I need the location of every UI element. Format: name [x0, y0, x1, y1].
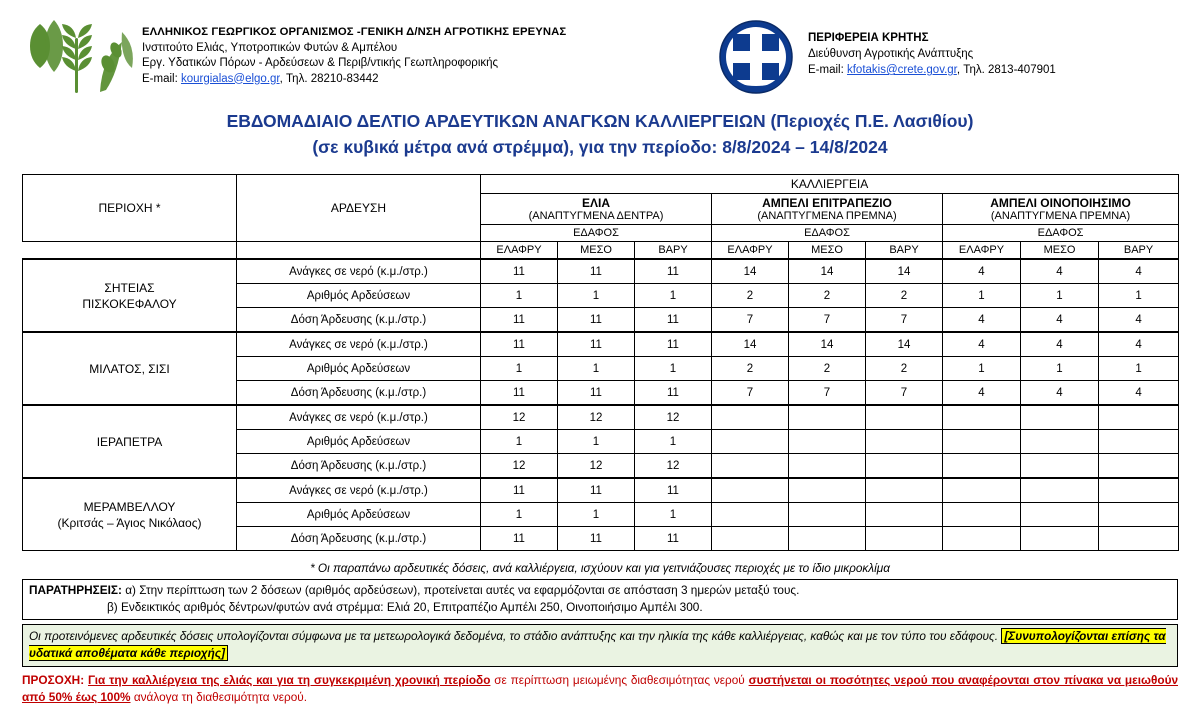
value-cell: 11	[558, 527, 635, 551]
value-cell: 4	[1099, 308, 1179, 333]
value-cell: 4	[943, 259, 1021, 284]
value-cell: 2	[866, 284, 943, 308]
warning-part3: συστήνεται οι ποσότητες νερού που αναφέρονται στον πίνακα να μειωθούν από 50% έως 100%	[22, 673, 1179, 704]
table-row	[23, 332, 1179, 357]
title-line-1: ΕΒΔΟΜΑΔΙΑΙΟ ΔΕΛΤΙΟ ΑΡΔΕΥΤΙΚΩΝ ΑΝΑΓΚΩΝ ΚΑΛΛΙΕΡΓΕΙΩΝ (Περιοχές Π.Ε. Λασιθίου)	[226, 111, 974, 131]
value-cell: 1	[558, 430, 635, 454]
region-org-line2: Διεύθυνση Αγροτικής Ανάπτυξης	[808, 48, 974, 60]
region-phone: , Τηλ. 2813-407901	[956, 64, 1056, 76]
value-cell: 4	[1021, 308, 1099, 333]
value-cell: 12	[481, 454, 558, 479]
value-cell-empty	[943, 405, 1021, 430]
crop-wine-grape-name: ΑΜΠΕΛΙ ΟΙΝΟΠΟΙΗΣΙΜΟ	[990, 196, 1131, 210]
value-cell-empty	[789, 454, 866, 479]
value-cell-empty	[943, 527, 1021, 551]
value-cell: 2	[712, 284, 789, 308]
value-cell: 4	[1021, 381, 1099, 406]
region-cell	[23, 259, 237, 332]
value-cell-empty	[1099, 430, 1179, 454]
warning-part1: Για την καλλιέργεια της ελιάς και για τη συγκεκριμένη χρονική περίοδο	[88, 673, 491, 687]
region-cell: ΜΙΛΑΤΟΣ, ΣΙΣΙ	[23, 332, 237, 405]
measure-label-cell: Αριθμός Αρδεύσεων	[237, 284, 481, 308]
value-cell: 11	[558, 332, 635, 357]
th-crops-group: ΚΑΛΛΙΕΡΓΕΙΑ	[481, 175, 1179, 194]
value-cell: 4	[1099, 332, 1179, 357]
value-cell: 2	[789, 357, 866, 381]
measure-label-cell: Ανάγκες σε νερό (κ.μ./στρ.)	[237, 478, 481, 503]
value-cell: 1	[481, 503, 558, 527]
th-soiltype-tgrape-heavy: ΒΑΡΥ	[866, 242, 943, 260]
crop-table-grape-sub: (ΑΝΑΠΤΥΓΜΕΝΑ ΠΡΕΜΝΑ)	[757, 210, 897, 222]
th-soiltype-tgrape-medium: ΜΕΣΟ	[789, 242, 866, 260]
value-cell-empty	[866, 503, 943, 527]
value-cell: 11	[558, 259, 635, 284]
value-cell: 14	[712, 259, 789, 284]
region-cell	[23, 478, 237, 551]
value-cell-empty	[712, 527, 789, 551]
value-cell: 1	[635, 430, 712, 454]
th-soil-wine-grape: ΕΔΑΦΟΣ	[943, 225, 1179, 242]
value-cell-empty	[1021, 478, 1099, 503]
value-cell: 14	[866, 259, 943, 284]
region-org-line1: ΠΕΡΙΦΕΡΕΙΑ ΚΡΗΤΗΣ	[808, 32, 929, 44]
observation-a-text: α) Στην περίπτωση των 2 δόσεων (αριθμός αρδεύσεων), προτείνεται αυτές να εφαρμόζονται σε απόσταση 3 ημερών μεταξύ τους.	[125, 583, 800, 597]
value-cell: 11	[481, 478, 558, 503]
value-cell: 4	[1021, 259, 1099, 284]
th-soiltype-olive-heavy: ΒΑΡΥ	[635, 242, 712, 260]
measure-label-cell: Αριθμός Αρδεύσεων	[237, 503, 481, 527]
value-cell: 4	[1021, 332, 1099, 357]
measure-label-cell: Αριθμός Αρδεύσεων	[237, 430, 481, 454]
value-cell-empty	[943, 503, 1021, 527]
elgo-org-line1: ΕΛΛΗΝΙΚΟΣ ΓΕΩΡΓΙΚΟΣ ΟΡΓΑΝΙΣΜΟΣ -ΓΕΝΙΚΗ Δ/ΝΣΗ ΑΓΡΟΤΙΚΗΣ ΕΡΕΥΝΑΣ	[142, 26, 567, 38]
title-line-2: (σε κυβικά μέτρα ανά στρέμμα), για την περίοδο: 8/8/2024 – 14/8/2024	[312, 137, 888, 157]
value-cell-empty	[1099, 527, 1179, 551]
value-cell: 11	[635, 381, 712, 406]
value-cell: 14	[789, 332, 866, 357]
value-cell-empty	[789, 503, 866, 527]
region-contact-line	[808, 62, 1170, 78]
document-title	[0, 108, 1200, 160]
th-soiltype-olive-light: ΕΛΑΦΡΥ	[481, 242, 558, 260]
region-line-2: ΠΙΣΚΟΚΕΦΑΛΟΥ	[82, 296, 177, 311]
warning-label: ΠΡΟΣΟΧΗ:	[22, 673, 85, 687]
value-cell: 14	[866, 332, 943, 357]
elgo-phone: , Τηλ. 28210-83442	[279, 72, 379, 85]
value-cell: 1	[558, 284, 635, 308]
right-organization-block	[800, 18, 1170, 78]
value-cell: 4	[943, 308, 1021, 333]
green-note-text: Οι προτεινόμενες αρδευτικές δόσεις υπολογίζονται σύμφωνα με τα μετεωρολογικά δεδομένα, το στάδιο ανάπτυξης και την ηλικία της κάθε καλλιέργειας, καθώς και με τον τύπο του εδάφους.	[29, 629, 999, 643]
th-soil-olive: ΕΔΑΦΟΣ	[481, 225, 712, 242]
value-cell: 12	[558, 454, 635, 479]
th-soil-table-grape: ΕΔΑΦΟΣ	[712, 225, 943, 242]
value-cell-empty	[789, 405, 866, 430]
th-soiltype-wgrape-heavy: ΒΑΡΥ	[1099, 242, 1179, 260]
value-cell: 7	[712, 308, 789, 333]
elgo-email-label: E-mail:	[142, 72, 181, 85]
value-cell: 11	[558, 478, 635, 503]
value-cell: 1	[481, 284, 558, 308]
value-cell: 7	[789, 381, 866, 406]
value-cell-empty	[712, 405, 789, 430]
warning-part4: ανάλογα τη διαθεσιμότητα νερού.	[133, 690, 308, 704]
value-cell-empty	[712, 454, 789, 479]
value-cell: 14	[712, 332, 789, 357]
measure-label-cell: Δόση Άρδευσης (κ.μ./στρ.)	[237, 454, 481, 479]
th-spacer-irrigation	[237, 242, 481, 260]
green-note-highlight: [Συνυπολογίζονται επίσης τα υδατικά αποθέματα κάθε περιοχής]	[29, 629, 1166, 660]
value-cell: 1	[1099, 357, 1179, 381]
observation-line-a	[29, 582, 1171, 599]
value-cell: 11	[481, 308, 558, 333]
th-soiltype-tgrape-light: ΕΛΑΦΡΥ	[712, 242, 789, 260]
warning-part2: σε περίπτωση μειωμένης διαθεσιμότητας νερού	[494, 673, 745, 687]
value-cell: 11	[481, 332, 558, 357]
observations-box	[22, 579, 1178, 620]
value-cell-empty	[789, 527, 866, 551]
value-cell: 11	[558, 308, 635, 333]
value-cell: 1	[481, 357, 558, 381]
elgo-org-line3: Εργ. Υδατικών Πόρων - Αρδεύσεων & Περιβ/ντικής Γεωπληροφορικής	[142, 57, 499, 69]
value-cell: 1	[1021, 357, 1099, 381]
value-cell-empty	[1021, 405, 1099, 430]
value-cell: 4	[943, 332, 1021, 357]
value-cell: 11	[635, 478, 712, 503]
value-cell: 1	[943, 284, 1021, 308]
greek-coat-of-arms-icon	[719, 20, 793, 94]
value-cell: 11	[481, 381, 558, 406]
value-cell-empty	[789, 430, 866, 454]
note-footnote-star: * Οι παραπάνω αρδευτικές δόσεις, ανά καλλιέργεια, ισχύουν και για γειτνιάζουσες περιοχές με το ίδιο μικροκλίμα	[310, 561, 890, 575]
value-cell: 1	[1021, 284, 1099, 308]
left-organization-block	[142, 18, 712, 87]
value-cell: 1	[635, 503, 712, 527]
value-cell-empty	[943, 454, 1021, 479]
table-row	[23, 405, 1179, 430]
value-cell: 2	[866, 357, 943, 381]
measure-label-cell: Ανάγκες σε νερό (κ.μ./στρ.)	[237, 259, 481, 284]
observation-b-text: β) Ενδεικτικός αριθμός δέντρων/φυτών ανά στρέμμα: Ελιά 20, Επιτραπέζιο Αμπέλι 250, Οινοποιήσιμο Αμπέλι 300.	[107, 600, 703, 614]
region-line-1: ΣΗΤΕΙΑΣ	[104, 280, 155, 295]
value-cell: 14	[789, 259, 866, 284]
region-line-2: (Κριτσάς – Άγιος Νικόλαος)	[57, 515, 202, 530]
olive-vine-emblem-icon	[30, 18, 142, 96]
value-cell: 1	[481, 430, 558, 454]
th-region: ΠΕΡΙΟΧΗ *	[23, 175, 237, 242]
value-cell-empty	[943, 430, 1021, 454]
irrigation-table-wrap	[22, 174, 1178, 551]
value-cell: 12	[635, 454, 712, 479]
elgo-email-link[interactable]: kourgialas@elgo.gr	[180, 72, 280, 85]
value-cell: 7	[712, 381, 789, 406]
value-cell: 4	[1099, 259, 1179, 284]
irrigation-table-body	[23, 259, 1179, 551]
value-cell-empty	[712, 430, 789, 454]
value-cell-empty	[1021, 527, 1099, 551]
value-cell: 11	[635, 332, 712, 357]
value-cell-empty	[1099, 478, 1179, 503]
value-cell: 11	[635, 259, 712, 284]
value-cell-empty	[1099, 454, 1179, 479]
region-email-label: E-mail:	[808, 64, 847, 76]
region-email-link[interactable]: kfotakis@crete.gov.gr	[846, 64, 957, 76]
th-crop-olive	[481, 194, 712, 225]
value-cell: 12	[635, 405, 712, 430]
value-cell-empty	[1021, 454, 1099, 479]
value-cell: 1	[1099, 284, 1179, 308]
value-cell: 11	[635, 527, 712, 551]
region-line-1: ΜΕΡΑΜΒΕΛΛΟΥ	[83, 499, 176, 514]
elgo-contact-line	[142, 72, 712, 88]
value-cell: 4	[1099, 381, 1179, 406]
value-cell: 11	[558, 381, 635, 406]
measure-label-cell: Ανάγκες σε νερό (κ.μ./στρ.)	[237, 405, 481, 430]
value-cell: 12	[481, 405, 558, 430]
measure-label-cell: Δόση Άρδευσης (κ.μ./στρ.)	[237, 381, 481, 406]
value-cell: 12	[558, 405, 635, 430]
th-crop-wine-grape	[943, 194, 1179, 225]
th-soiltype-wgrape-medium: ΜΕΣΟ	[1021, 242, 1099, 260]
crop-wine-grape-sub: (ΑΝΑΠΤΥΓΜΕΝΑ ΠΡΕΜΝΑ)	[990, 210, 1131, 222]
value-cell-empty	[789, 478, 866, 503]
value-cell: 1	[558, 357, 635, 381]
notes-section	[22, 561, 1178, 706]
measure-label-cell: Δόση Άρδευσης (κ.μ./στρ.)	[237, 527, 481, 551]
region-cell: ΙΕΡΑΠΕΤΡΑ	[23, 405, 237, 478]
crop-table-grape-name: ΑΜΠΕΛΙ ΕΠΙΤΡΑΠΕΖΙΟ	[762, 196, 892, 210]
value-cell: 2	[789, 284, 866, 308]
observations-label: ΠΑΡΑΤΗΡΗΣΕΙΣ:	[29, 583, 122, 597]
value-cell: 11	[635, 308, 712, 333]
value-cell: 1	[558, 503, 635, 527]
value-cell-empty	[712, 503, 789, 527]
table-row	[23, 478, 1179, 503]
value-cell-empty	[1021, 503, 1099, 527]
value-cell-empty	[1099, 405, 1179, 430]
warning-note	[22, 672, 1178, 706]
value-cell: 2	[712, 357, 789, 381]
value-cell: 7	[866, 308, 943, 333]
value-cell: 7	[789, 308, 866, 333]
value-cell: 1	[635, 357, 712, 381]
th-soiltype-wgrape-light: ΕΛΑΦΡΥ	[943, 242, 1021, 260]
value-cell-empty	[943, 478, 1021, 503]
elgo-logo	[30, 18, 142, 96]
measure-label-cell: Ανάγκες σε νερό (κ.μ./στρ.)	[237, 332, 481, 357]
value-cell-empty	[866, 454, 943, 479]
crop-olive-name: ΕΛΙΑ	[581, 196, 610, 210]
value-cell-empty	[866, 478, 943, 503]
th-crop-table-grape	[712, 194, 943, 225]
document-header	[0, 0, 1200, 96]
value-cell-empty	[712, 478, 789, 503]
green-note-box	[22, 624, 1178, 667]
value-cell-empty	[866, 430, 943, 454]
value-cell-empty	[866, 405, 943, 430]
observation-line-b	[29, 599, 1171, 616]
value-cell-empty	[1021, 430, 1099, 454]
value-cell-empty	[866, 527, 943, 551]
irrigation-table	[22, 174, 1179, 551]
value-cell: 4	[943, 381, 1021, 406]
table-row	[23, 259, 1179, 284]
crete-region-logo	[712, 18, 800, 94]
value-cell-empty	[1099, 503, 1179, 527]
th-soiltype-olive-medium: ΜΕΣΟ	[558, 242, 635, 260]
measure-label-cell: Δόση Άρδευσης (κ.μ./στρ.)	[237, 308, 481, 333]
value-cell: 11	[481, 259, 558, 284]
value-cell: 1	[943, 357, 1021, 381]
th-spacer-region	[23, 242, 237, 260]
value-cell: 1	[635, 284, 712, 308]
th-irrigation: ΑΡΔΕΥΣΗ	[237, 175, 481, 242]
value-cell: 11	[481, 527, 558, 551]
elgo-org-line2: Ινστιτούτο Ελιάς, Υποτροπικών Φυτών & Αμπέλου	[142, 41, 398, 54]
value-cell: 7	[866, 381, 943, 406]
crop-olive-sub: (ΑΝΑΠΤΥΓΜΕΝΑ ΔΕΝΤΡΑ)	[528, 210, 664, 222]
measure-label-cell: Αριθμός Αρδεύσεων	[237, 357, 481, 381]
